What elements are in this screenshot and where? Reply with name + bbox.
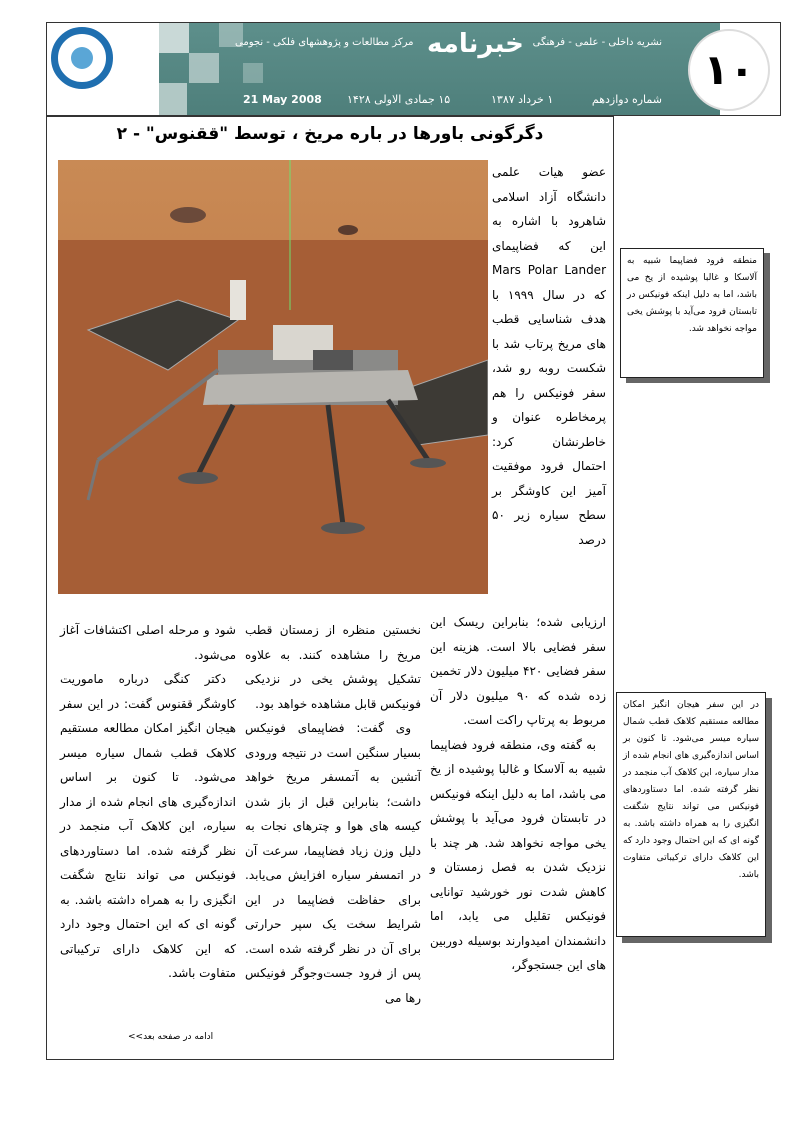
date-gregorian: 21 May 2008	[243, 93, 322, 106]
article-column-left	[60, 618, 236, 986]
masthead	[46, 22, 781, 116]
paragraph: شود و مرحله اصلی اکتشافات آغاز می‌شود.	[60, 623, 236, 662]
paragraph: به گفته وی، منطقه فرود فضاپیما شبیه به آلاسکا و غالبا پوشیده از یخ می باشد، اما به دلیل اینکه فونیکس در تابستان فرود می‌آید با پوشش یخی مواجه نخواهد شد. هر چند با نزدیک شدن به فصل زمستان و کاهش شدت نور خورشید توانایی فونیکس تقلیل می یابد، اما دانشمندان امیدوارند بوسیله دوربین های این جستجوگر،	[430, 737, 606, 972]
subtitle: نشریه داخلی - علمی - فرهنگی	[532, 37, 662, 48]
article-column-middle	[245, 618, 421, 1010]
date-persian: ۱ خرداد ۱۳۸۷	[491, 93, 554, 106]
article-title: دگرگونی باورها در باره مریخ ، توسط "ققنوس" - ۲	[116, 124, 544, 144]
pull-quote-bottom: در این سفر هیجان انگیز امکان مطالعه مستقیم کلاهک قطب شمال سیاره میسر می‌شود. تا کنون بر اساس اندازه‌گیری های انجام شده از مدار سیاره، این کلاهک آب منجمد در نظر گرفته شده. اما دستاوردهای فونیکس می تواند نتایج شگفت انگیزی را به همراه داشته باشد. به گونه ای که این احتمال وجود دارد که این کلاهک دارای ترکیباتی متفاوت باشد.	[616, 692, 766, 937]
mars-lander-photo	[58, 160, 488, 594]
center-name: مرکز مطالعات و پژوهشهای فلکی - نجومی	[235, 37, 414, 48]
paragraph: عضو هیات علمی دانشگاه آزاد اسلامی شاهرود با اشاره به این که فضاپیمای Mars Polar Lander که در سال ۱۹۹۹ با هدف شناسایی قطب های مریخ پرتاب شد با شکست روبه رو شد، سفر فونیکس را هم پرمخاطره عنوان و خاطرنشان کرد: احتمال فرود موفقیت آمیز این کاوشگر بر سطح سیاره زیر ۵۰ درصد	[492, 165, 606, 547]
pull-quote-top: منطقه فرود فضاپیما شبیه به آلاسکا و غالبا پوشیده از یخ می باشد، اما به دلیل اینکه فونیکس در تابستان فرود می‌آید با پوشش یخی مواجه نخواهد شد.	[620, 248, 764, 378]
date-hijri: ۱۵ جمادی الاولی ۱۴۲۸	[347, 93, 451, 106]
issue-number: ۱۰	[688, 29, 770, 111]
article-column-right	[430, 610, 606, 978]
paragraph: نخستین منظره از زمستان قطب مریخ را مشاهده کنند. به علاوه تشکیل پوشش یخی در نزدیکی فونیکس قابل مشاهده خواهد بود.	[245, 623, 421, 711]
paragraph: ارزیابی شده؛ بنابراین ریسک این سفر فضایی بالا است. هزینه این سفر فضایی ۴۲۰ میلیون دلار تخمین زده شده که ۹۰ میلیون دلار آن مربوط به پرتاپ راکت است.	[430, 615, 607, 727]
paragraph: دکتر کنگی درباره ماموریت کاوشگر ققنوس گفت: در این سفر هیجان انگیز امکان مطالعه مستقیم کلاهک قطب شمال سیاره میسر می‌شود. تا کنون بر اساس اندازه‌گیری های انجام شده از مدار سیاره، این کلاهک آب منجمد در نظر گرفته شده. اما دستاوردهای فونیکس می تواند نتایج شگفت انگیزی را به همراه داشته باشد. به گونه ای که این احتمال وجود دارد که این کلاهک دارای ترکیباتی متفاوت باشد.	[60, 672, 236, 980]
article-column-right-top	[492, 160, 606, 552]
paragraph: وی گفت: فضاپیمای فونیکس بسیار سنگین است در نتیجه ورودی آتشین به آتمسفر مریخ خواهد داشت؛ بنابراین قبل از باز شدن کیسه های هوا و چترهای نجات به دلیل وزن زیاد فضاپیما، سرعت آن در اتمسفر سیاره افزایش می‌یابد. برای حفاظت فضاپیما در این شرایط سخت یک سپر حرارتی برای آن در نظر گرفته شده است. پس از فرود جست‌وجوگر فونیکس رها می	[245, 721, 421, 1005]
logo-inner-icon	[71, 47, 93, 69]
brand-title: خبرنامه	[427, 29, 524, 59]
issue-label: شماره دوازدهم	[591, 93, 662, 106]
continued-note: ادامه در صفحه بعد>>	[128, 1032, 214, 1042]
